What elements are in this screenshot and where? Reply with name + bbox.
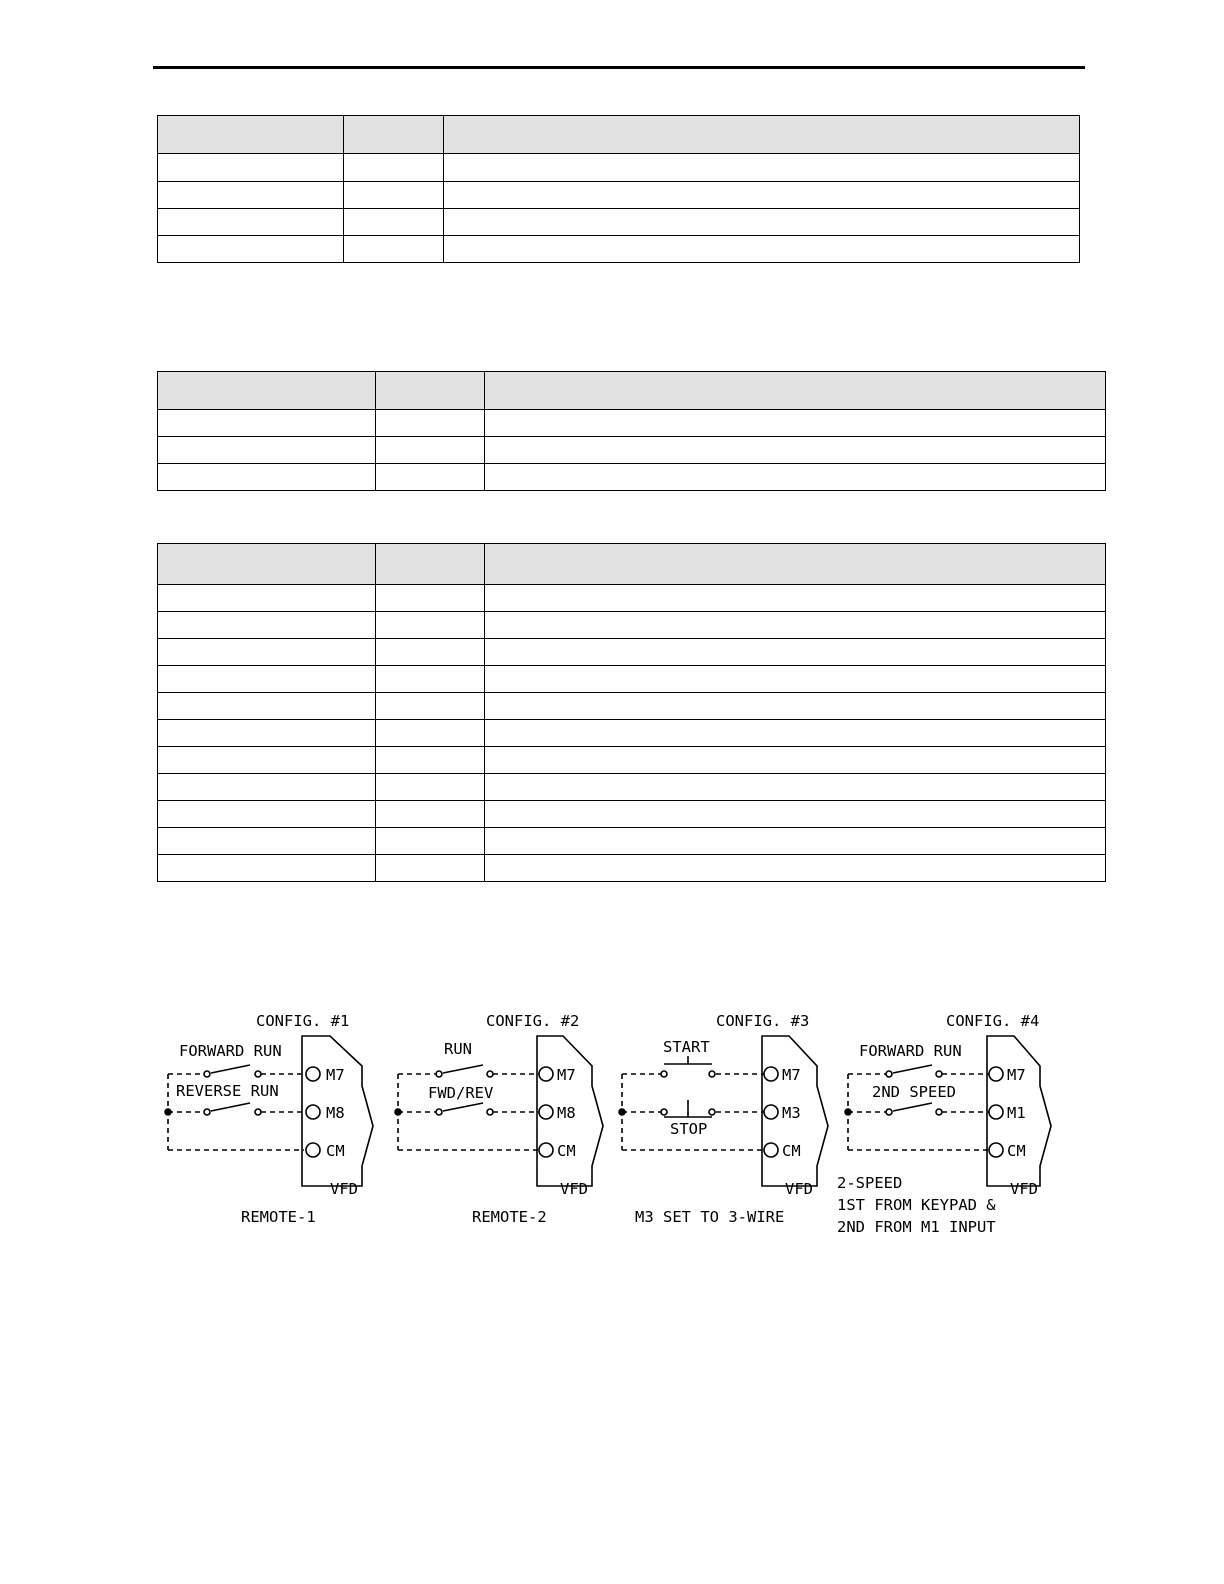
terminal-label: M7 <box>326 1066 345 1084</box>
terminal-label: M8 <box>557 1104 576 1122</box>
terminal-label: M7 <box>1007 1066 1026 1084</box>
config-labels-2 <box>428 1012 588 1226</box>
contact-node <box>661 1109 667 1115</box>
contact-node <box>936 1109 942 1115</box>
terminal-label: M8 <box>326 1104 345 1122</box>
switch-contact <box>211 1103 250 1111</box>
lower-switch-label: REVERSE RUN <box>176 1082 279 1100</box>
terminal-label: CM <box>782 1142 801 1160</box>
switch-contact <box>443 1103 483 1111</box>
terminal-circle <box>989 1143 1003 1157</box>
config-caption: REMOTE-1 <box>241 1208 316 1226</box>
upper-switch-label: RUN <box>444 1040 472 1058</box>
junction-dot <box>845 1109 851 1115</box>
terminal-label: M7 <box>782 1066 801 1084</box>
junction-dot <box>165 1109 171 1115</box>
contact-node <box>204 1109 210 1115</box>
terminal-circle <box>306 1105 320 1119</box>
terminal-circle <box>539 1067 553 1081</box>
config-caption: REMOTE-2 <box>472 1208 547 1226</box>
terminal-label: M1 <box>1007 1104 1026 1122</box>
upper-switch-label: FORWARD RUN <box>179 1042 282 1060</box>
switch-contact <box>893 1065 932 1073</box>
config-caption: 2-SPEED <box>837 1174 903 1192</box>
lower-switch-label: STOP <box>670 1120 708 1138</box>
config-labels-4 <box>837 1012 1039 1236</box>
junction-dot <box>395 1109 401 1115</box>
terminal-label: CM <box>557 1142 576 1160</box>
config-labels-3 <box>635 1012 813 1226</box>
terminal-circle <box>764 1105 778 1119</box>
contact-node <box>487 1109 493 1115</box>
config-title: CONFIG. #3 <box>716 1012 810 1030</box>
contact-node <box>936 1071 942 1077</box>
contact-node <box>709 1109 715 1115</box>
terminal-circle <box>539 1105 553 1119</box>
terminal-circle <box>306 1067 320 1081</box>
terminal-label: M3 <box>782 1104 801 1122</box>
contact-node <box>436 1071 442 1077</box>
switch-contact <box>443 1065 483 1073</box>
contact-node <box>436 1109 442 1115</box>
terminal-circle <box>989 1067 1003 1081</box>
contact-node <box>487 1071 493 1077</box>
config-title: CONFIG. #1 <box>256 1012 350 1030</box>
config-caption: 1ST FROM KEYPAD & <box>837 1196 996 1214</box>
config-caption: M3 SET TO 3-WIRE <box>635 1208 785 1226</box>
terminal-circle <box>306 1143 320 1157</box>
vfd-label: VFD <box>560 1180 588 1198</box>
vfd-label: VFD <box>785 1180 813 1198</box>
switch-contact <box>211 1065 250 1073</box>
junction-dot <box>619 1109 625 1115</box>
terminal-label: CM <box>326 1142 345 1160</box>
contact-node <box>255 1071 261 1077</box>
contact-node <box>255 1109 261 1115</box>
lower-switch-label: FWD/REV <box>428 1084 494 1102</box>
terminal-circle <box>989 1105 1003 1119</box>
config-caption: 2ND FROM M1 INPUT <box>837 1218 996 1236</box>
vfd-label: VFD <box>1010 1180 1038 1198</box>
config-labels-1 <box>176 1012 358 1226</box>
switch-contact <box>893 1103 932 1111</box>
lower-switch-label: 2ND SPEED <box>872 1083 956 1101</box>
terminal-label: CM <box>1007 1142 1026 1160</box>
vfd-label: VFD <box>330 1180 358 1198</box>
terminal-label: M7 <box>557 1066 576 1084</box>
contact-node <box>709 1071 715 1077</box>
terminal-circle <box>764 1067 778 1081</box>
contact-node <box>661 1071 667 1077</box>
contact-node <box>204 1071 210 1077</box>
terminal-circle <box>539 1143 553 1157</box>
contact-node <box>886 1109 892 1115</box>
upper-switch-label: START <box>663 1038 710 1056</box>
config-title: CONFIG. #4 <box>946 1012 1040 1030</box>
upper-switch-label: FORWARD RUN <box>859 1042 962 1060</box>
contact-node <box>886 1071 892 1077</box>
terminal-circle <box>764 1143 778 1157</box>
config-title: CONFIG. #2 <box>486 1012 580 1030</box>
